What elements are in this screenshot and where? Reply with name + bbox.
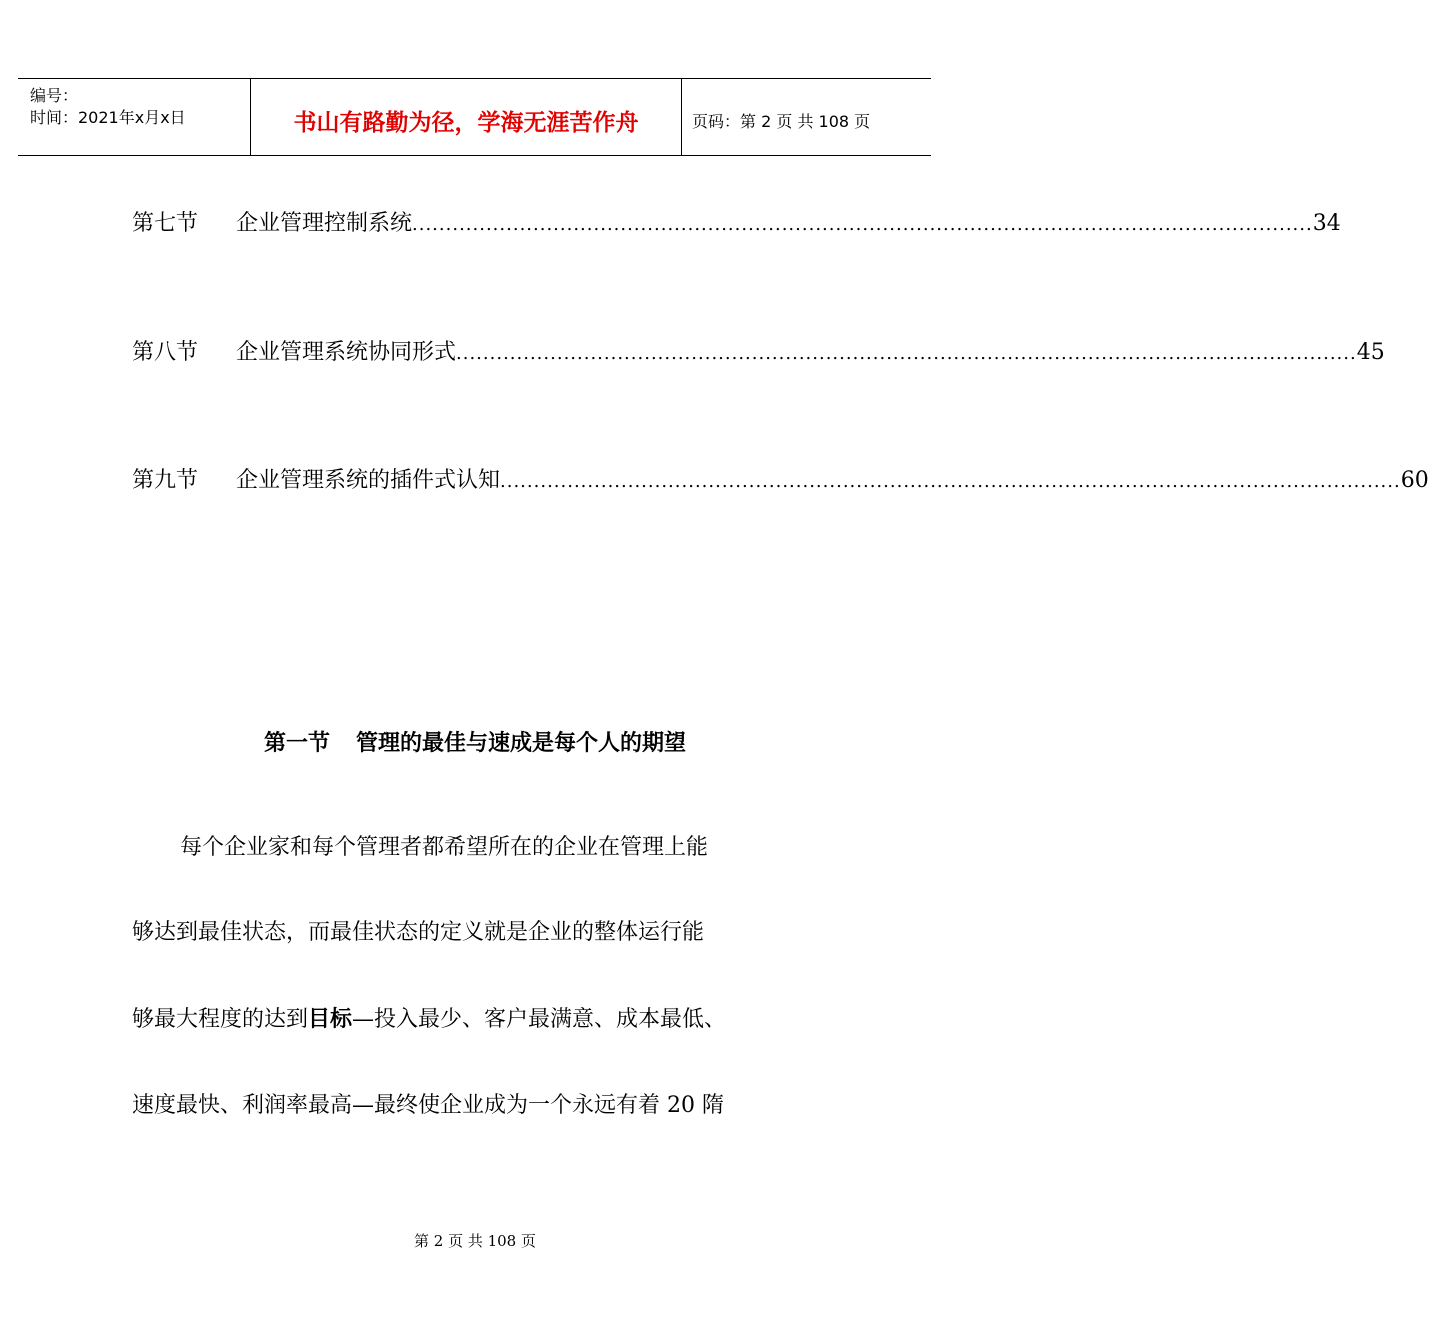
header-page-info: 页码：第 2 页 共 108 页 <box>692 112 871 131</box>
paragraph-text: —投入最少、客户最满意、成本最低、 <box>352 1007 727 1032</box>
toc-section-number: 第八节 <box>132 340 199 365</box>
paragraph-line: 每个企业家和每个管理者都希望所在的企业在管理上能 <box>180 835 709 860</box>
toc-dot-leader: ...................................................................................................................................... <box>412 214 1313 235</box>
paragraph-line <box>132 1002 726 1033</box>
toc-entry[interactable] <box>132 206 1341 236</box>
toc-dot-leader: ...................................................................................................................................... <box>456 343 1357 364</box>
toc-entry[interactable] <box>132 463 1429 493</box>
header-info-cell <box>18 79 251 155</box>
header-motto-cell <box>251 79 682 155</box>
paragraph-text: 够最大程度的达到 <box>132 1007 309 1032</box>
toc-section-title: 企业管理控制系统 <box>236 211 413 236</box>
toc-entry[interactable] <box>132 335 1385 365</box>
section-title: 管理的最佳与速成是每个人的期望 <box>356 731 687 756</box>
header-page-cell <box>682 79 931 155</box>
toc-section-title: 企业管理系统的插件式认知 <box>236 468 501 493</box>
toc-section-number: 第七节 <box>132 211 199 236</box>
page-header <box>18 78 931 156</box>
paragraph-line: 速度最快、利润率最高—最终使企业成为一个永远有着 20 隋 <box>132 1093 724 1118</box>
header-motto: 书山有路勤为径，学海无涯苦作舟 <box>293 110 639 136</box>
paragraph-line: 够达到最佳状态，而最佳状态的定义就是企业的整体运行能 <box>132 920 705 945</box>
page-footer: 第 2 页 共 108 页 <box>413 1232 536 1250</box>
toc-page-number: 45 <box>1356 340 1385 365</box>
toc-section-number: 第九节 <box>132 468 199 493</box>
toc-page-number: 34 <box>1312 211 1341 236</box>
toc-section-title: 企业管理系统协同形式 <box>236 340 457 365</box>
toc-page-number: 60 <box>1400 468 1429 493</box>
paragraph-bold-term: 目标 <box>308 1007 353 1032</box>
section-heading <box>0 726 950 757</box>
document-number-label: 编号： <box>30 86 79 105</box>
document-date: 时间：2021年x月x日 <box>30 108 186 127</box>
toc-dot-leader: ...................................................................................................................................... <box>500 471 1401 492</box>
section-number: 第一节 <box>263 731 330 756</box>
